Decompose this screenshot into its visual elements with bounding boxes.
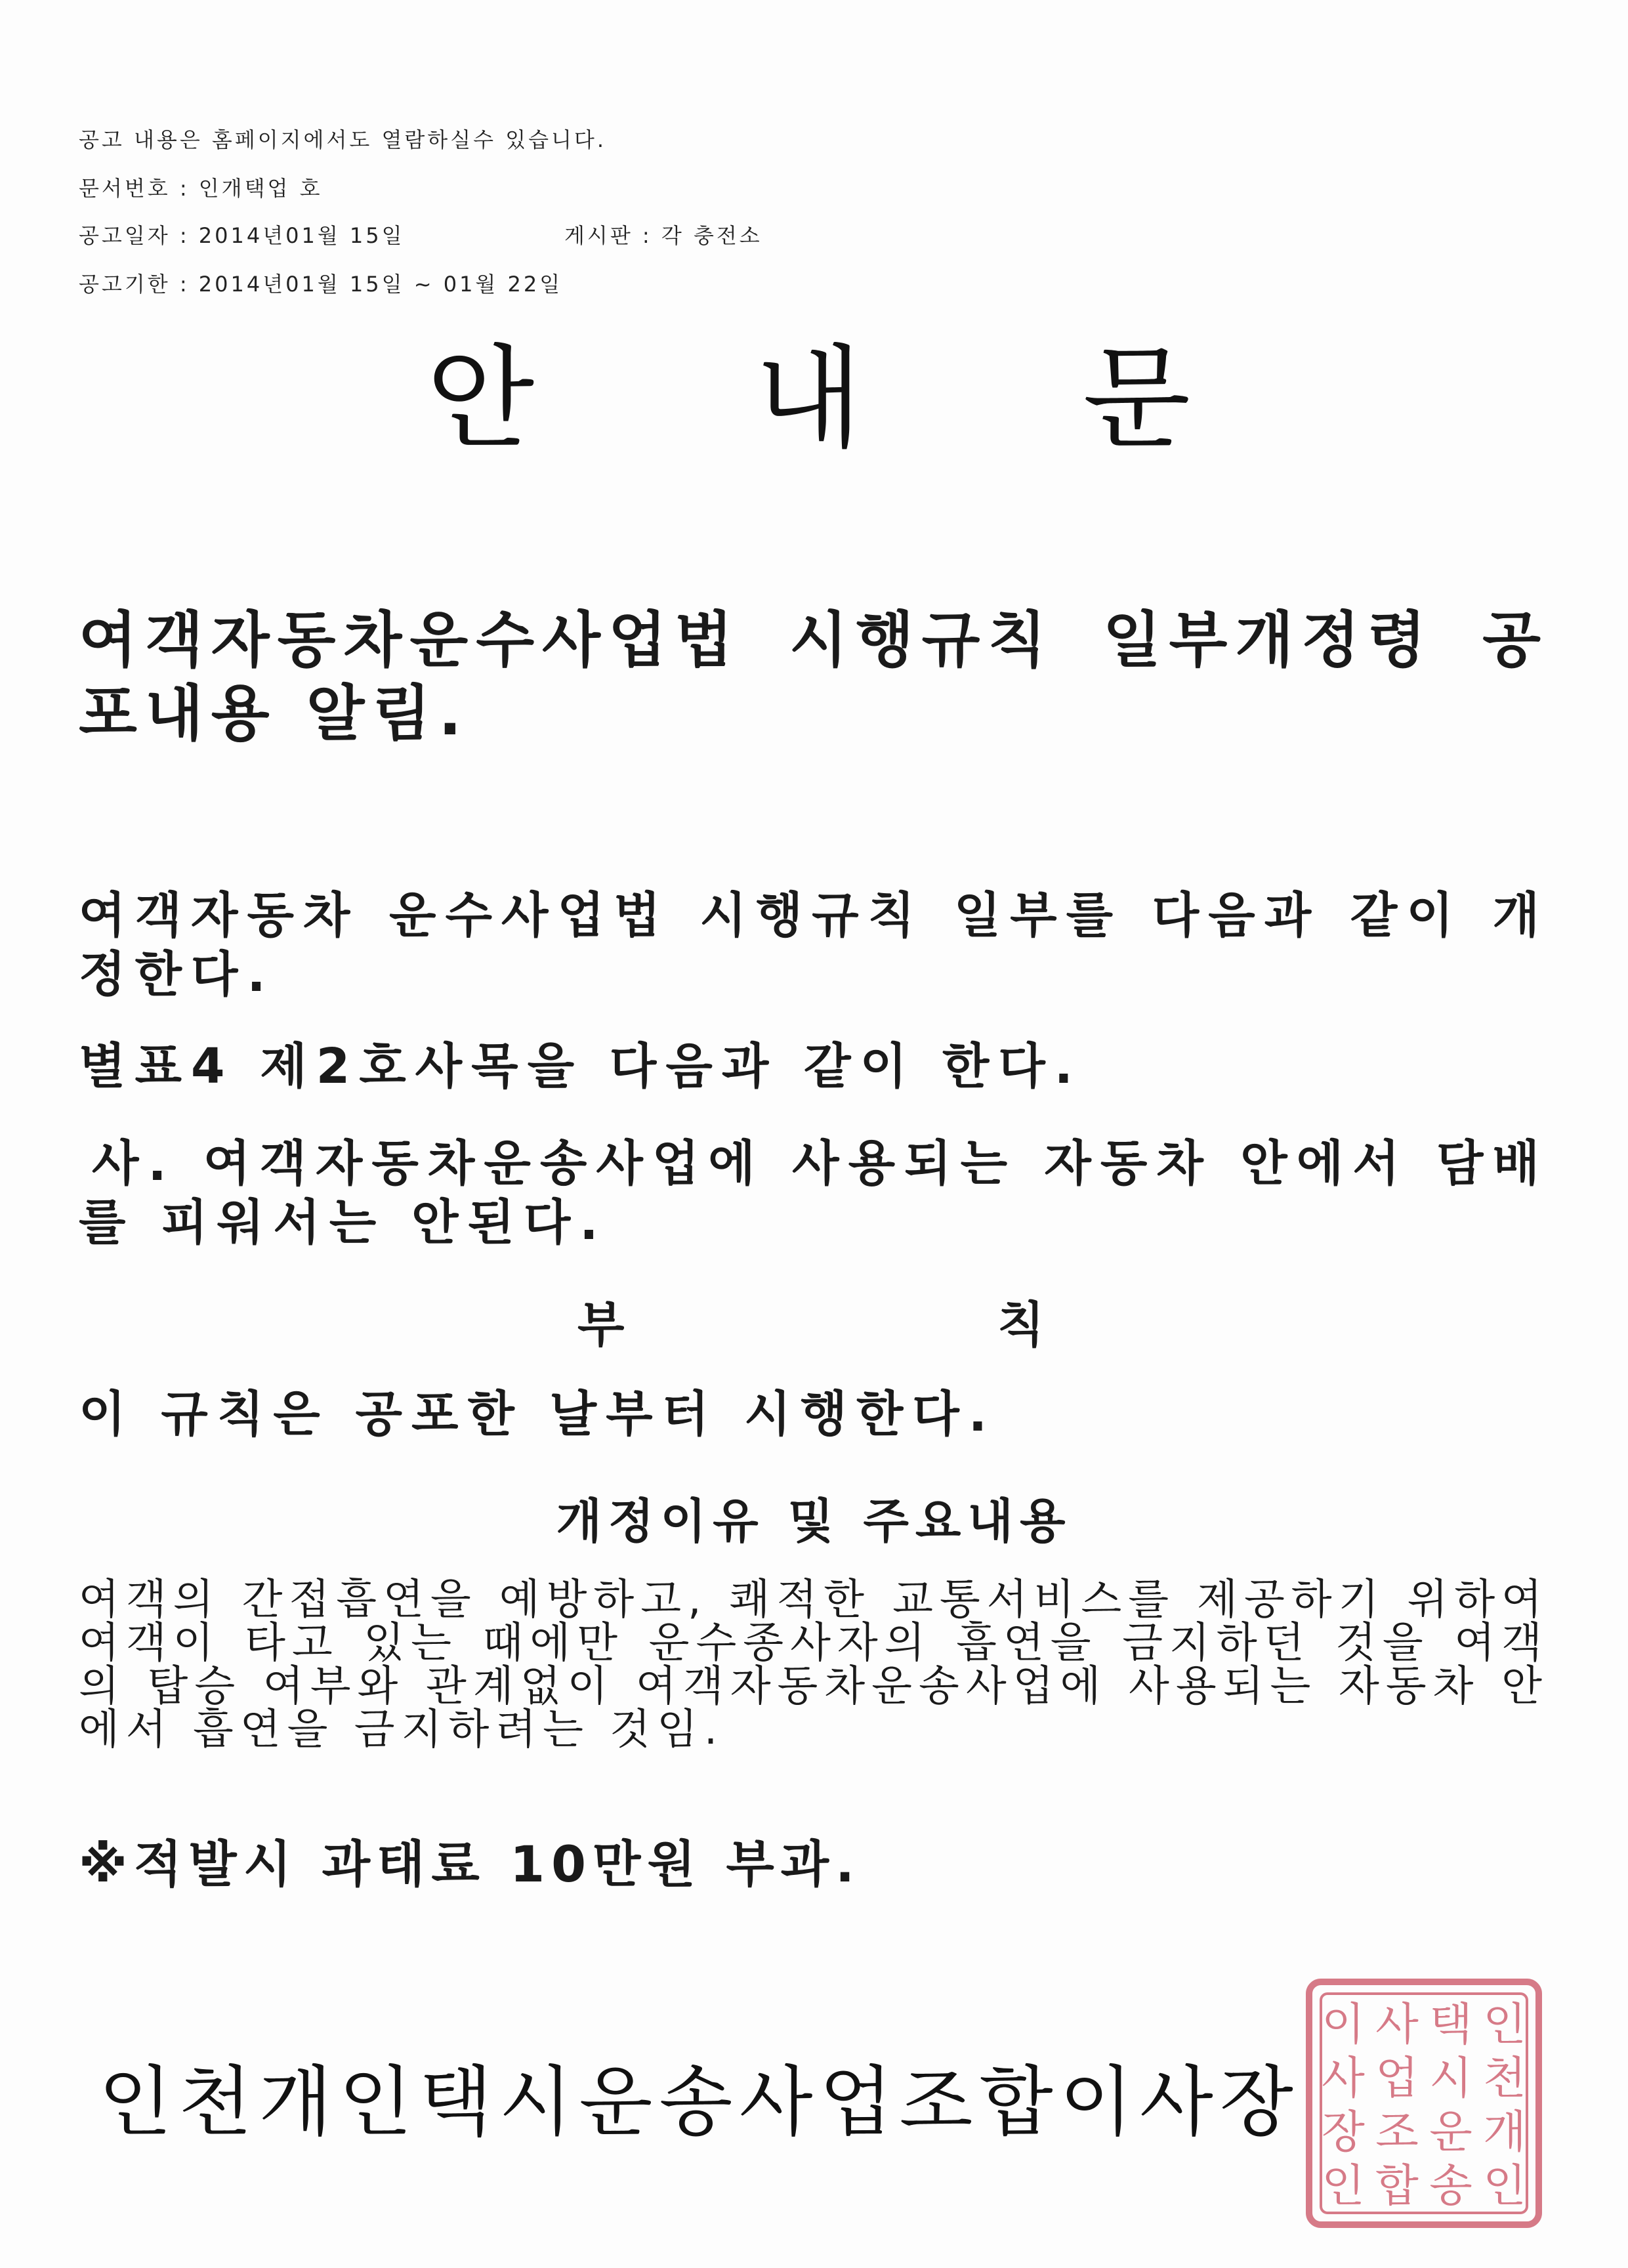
body-paragraph-3: 사. 여객자동차운송사업에 사용되는 자동차 안에서 담배를 피워서는 안된다.	[79, 1135, 1549, 1251]
seal-glyph: 조	[1375, 2107, 1419, 2158]
seal-glyph: 개	[1483, 2107, 1526, 2158]
supplementary-text: 이 규칙은 공포한 날부터 시행한다.	[79, 1386, 996, 1442]
seal-glyph: 합	[1375, 2160, 1419, 2212]
seal-glyph: 인	[1483, 2160, 1526, 2212]
title-char-2: 내	[755, 334, 863, 464]
seal-glyph: 운	[1429, 2107, 1472, 2158]
body-paragraph-2: 별표4 제2호사목을 다음과 같이 한다.	[79, 1038, 1082, 1095]
page-heading: 여객자동차운수사업법 시행규칙 일부개정령 공포내용 알림.	[79, 605, 1549, 749]
body-paragraph-1: 여객자동차 운수사업법 시행규칙 일부를 다음과 같이 개정한다.	[79, 887, 1549, 1003]
seal-glyph: 천	[1483, 2053, 1526, 2105]
seal-glyph: 송	[1429, 2160, 1472, 2212]
seal-glyph: 장	[1322, 2107, 1365, 2158]
reason-heading: 개정이유 및 주요내용	[556, 1494, 1072, 1549]
notice-date: 공고일자 : 2014년01월 15일	[79, 223, 405, 248]
signature: 인천개인택시운송사업조합이사장	[98, 2058, 1300, 2147]
homepage-note: 공고 내용은 홈페이지에서도 열람하실수 있습니다.	[79, 127, 607, 152]
title-char-1: 안	[427, 334, 535, 464]
official-seal	[1303, 1975, 1545, 2231]
notice-period: 공고기한 : 2014년01월 15일 ~ 01월 22일	[79, 272, 563, 297]
reason-text: 여객의 간접흡연을 예방하고, 쾌적한 교통서비스를 제공하기 위하여 여객이 타고 있는 때에만 운수종사자의 흡연을 금지하던 것을 여객의 탑승 여부와 관계없이 여객자동차운송사업에 사용되는 자동차 안에서 흡연을 금지하려는 것임.	[79, 1576, 1549, 1754]
seal-glyph: 인	[1483, 1999, 1526, 2051]
fine-notice: ※적발시 과태료 10만원 부과.	[79, 1835, 862, 1893]
seal-glyph: 인	[1322, 2160, 1365, 2212]
seal-glyph: 이	[1322, 1999, 1365, 2051]
notice-board: 게시판 : 각 충전소	[564, 223, 762, 248]
seal-glyph: 사	[1322, 2053, 1365, 2105]
seal-glyph: 택	[1429, 1999, 1472, 2051]
title-char-3: 문	[1083, 334, 1191, 464]
supplementary-title-char-2: 칙	[997, 1297, 1045, 1353]
document-number: 문서번호 : 인개택업 호	[79, 176, 323, 201]
supplementary-title-char-1: 부	[577, 1297, 625, 1353]
seal-glyph: 사	[1375, 1999, 1419, 2051]
seal-glyph: 업	[1375, 2053, 1419, 2105]
seal-glyph: 시	[1429, 2053, 1472, 2105]
